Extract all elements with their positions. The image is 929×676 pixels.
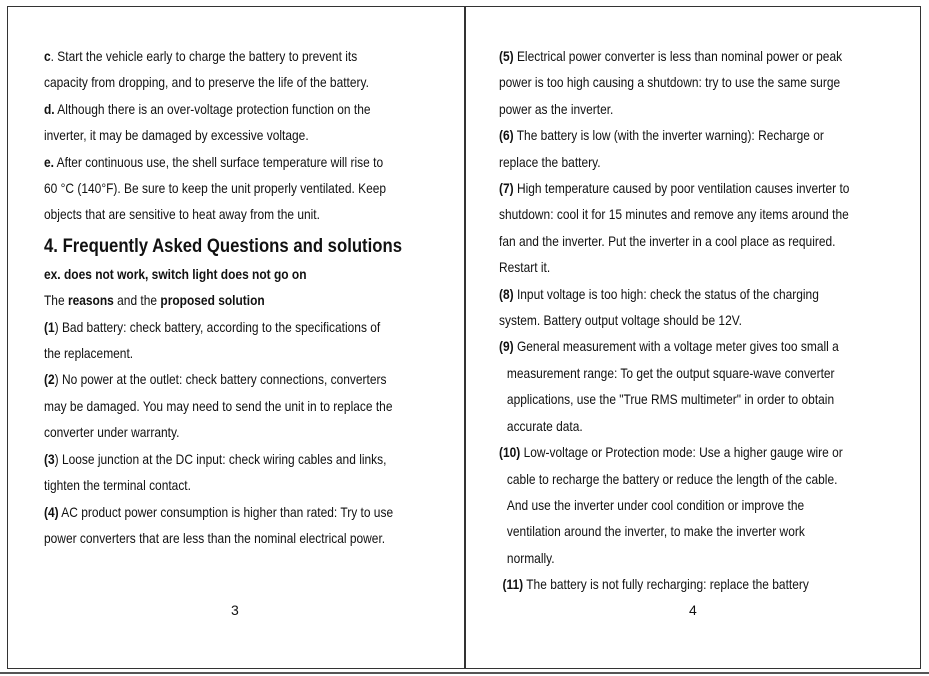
note-d-marker: d. (44, 101, 55, 117)
faq-item-5-cont2: power as the inverter. (499, 101, 614, 117)
faq-item-1-num: (1 (44, 319, 55, 335)
faq-item-4 (44, 500, 431, 526)
faq-item-11 (499, 572, 891, 598)
faq-item-11-num: (11) (502, 577, 524, 593)
reasons-mid: and the (113, 293, 161, 309)
faq-item-7-cont: shutdown: cool it for 15 minutes and remove any items around the (499, 207, 849, 223)
faq-item-5 (499, 44, 891, 70)
faq-item-8-cont: system. Battery output voltage should be 12V. (499, 313, 742, 329)
faq-item-8-num: (8) (499, 286, 514, 302)
faq-item-3-cont: tighten the terminal contact. (44, 478, 191, 494)
note-e-marker: e. (44, 154, 54, 170)
faq-item-4-cont: power converters that are less than the nominal electrical power. (44, 530, 386, 546)
faq-item-7-cont3: Restart it. (499, 260, 551, 276)
faq-item-4-text: AC product power consumption is higher than rated: Try to use (58, 504, 394, 520)
faq-item-9-text: General measurement with a voltage meter gives too small a (513, 339, 839, 355)
faq-item-1-text: ) Bad battery: check battery, according to the specifications of (54, 319, 381, 335)
faq-item-10-cont3: ventilation around the inverter, to make the inverter work (506, 524, 805, 540)
faq-item-8-text: Input voltage is too high: check the status of the charging (513, 286, 819, 302)
section-heading: 4. Frequently Asked Questions and solutions (44, 235, 402, 257)
faq-item-10 (499, 440, 891, 466)
faq-item-7 (499, 176, 891, 202)
faq-item-2-text: ) No power at the outlet: check battery connections, converters (54, 372, 387, 388)
bottom-rule (0, 672, 929, 674)
faq-item-7-num: (7) (499, 181, 514, 197)
faq-item-2-cont2: converter under warranty. (44, 425, 180, 441)
solution-bold: proposed solution (160, 293, 265, 309)
note-e-text: After continuous use, the shell surface temperature will rise to (53, 154, 384, 170)
faq-item-5-num: (5) (499, 49, 514, 64)
note-c (44, 44, 431, 70)
faq-item-10-cont2: And use the inverter under cool condition or improve the (506, 497, 805, 513)
note-c-text: . Start the vehicle early to charge the battery to prevent its (50, 49, 358, 64)
faq-item-5-cont: power is too high causing a shutdown: try to use the same surge (499, 75, 841, 91)
faq-item-3-num: (3 (44, 451, 55, 467)
page-number-left: 3 (231, 602, 239, 618)
note-d-text: Although there is an over-voltage protection function on the (54, 101, 371, 117)
faq-item-6-cont: replace the battery. (499, 154, 601, 170)
note-e (44, 150, 431, 176)
faq-item-10-num: (10) (499, 445, 521, 461)
faq-item-8 (499, 282, 891, 308)
faq-item-11-text: The battery is not fully recharging: replace the battery (523, 577, 809, 593)
note-e-text-cont: 60 °C (140°F). Be sure to keep the unit properly ventilated. Keep (44, 181, 387, 197)
faq-item-9 (499, 334, 891, 360)
note-c-text-cont: capacity from dropping, and to preserve the life of the battery. (44, 75, 369, 91)
faq-item-2 (44, 367, 431, 393)
page-number-right: 4 (689, 602, 697, 618)
note-d (44, 97, 431, 123)
faq-item-10-cont: cable to recharge the battery or reduce the length of the cable. (506, 471, 838, 487)
reasons-line (44, 288, 431, 314)
faq-item-9-num: (9) (499, 339, 514, 355)
page-divider (464, 7, 466, 668)
section-subheading: ex. does not work, switch light does not go on (44, 266, 307, 282)
faq-item-7-cont2: fan and the inverter. Put the inverter in a cool place as required. (499, 233, 836, 249)
faq-item-6-text: The battery is low (with the inverter warning): Recharge or (513, 128, 824, 144)
faq-item-7-text: High temperature caused by poor ventilation causes inverter to (513, 181, 850, 197)
note-c-marker: c (44, 49, 51, 64)
faq-item-2-cont: may be damaged. You may need to send the unit in to replace the (44, 398, 393, 414)
note-e-text-cont2: objects that are sensitive to heat away from the unit. (44, 207, 320, 223)
faq-item-10-text: Low-voltage or Protection mode: Use a higher gauge wire or (520, 445, 843, 461)
faq-item-6-num: (6) (499, 128, 514, 144)
reasons-pre: The (44, 293, 68, 309)
faq-item-1 (44, 315, 431, 341)
faq-item-9-cont2: applications, use the "True RMS multimeter" in order to obtain (506, 392, 835, 408)
left-page (44, 44, 431, 552)
faq-item-3 (44, 447, 431, 473)
faq-item-9-cont: measurement range: To get the output square-wave converter (506, 365, 835, 381)
faq-item-10-cont4: normally. (506, 550, 555, 566)
faq-item-6 (499, 123, 891, 149)
faq-item-1-cont: the replacement. (44, 346, 134, 362)
reasons-bold: reasons (67, 293, 114, 309)
note-d-text-cont: inverter, it may be damaged by excessive voltage. (44, 128, 309, 144)
faq-item-2-num: (2 (44, 372, 55, 388)
faq-item-3-text: ) Loose junction at the DC input: check wiring cables and links, (54, 451, 387, 467)
faq-item-4-num: (4) (44, 504, 59, 520)
faq-item-9-cont3: accurate data. (506, 418, 583, 434)
faq-item-5-text: Electrical power converter is less than nominal power or peak (513, 49, 843, 64)
right-page (499, 44, 891, 599)
